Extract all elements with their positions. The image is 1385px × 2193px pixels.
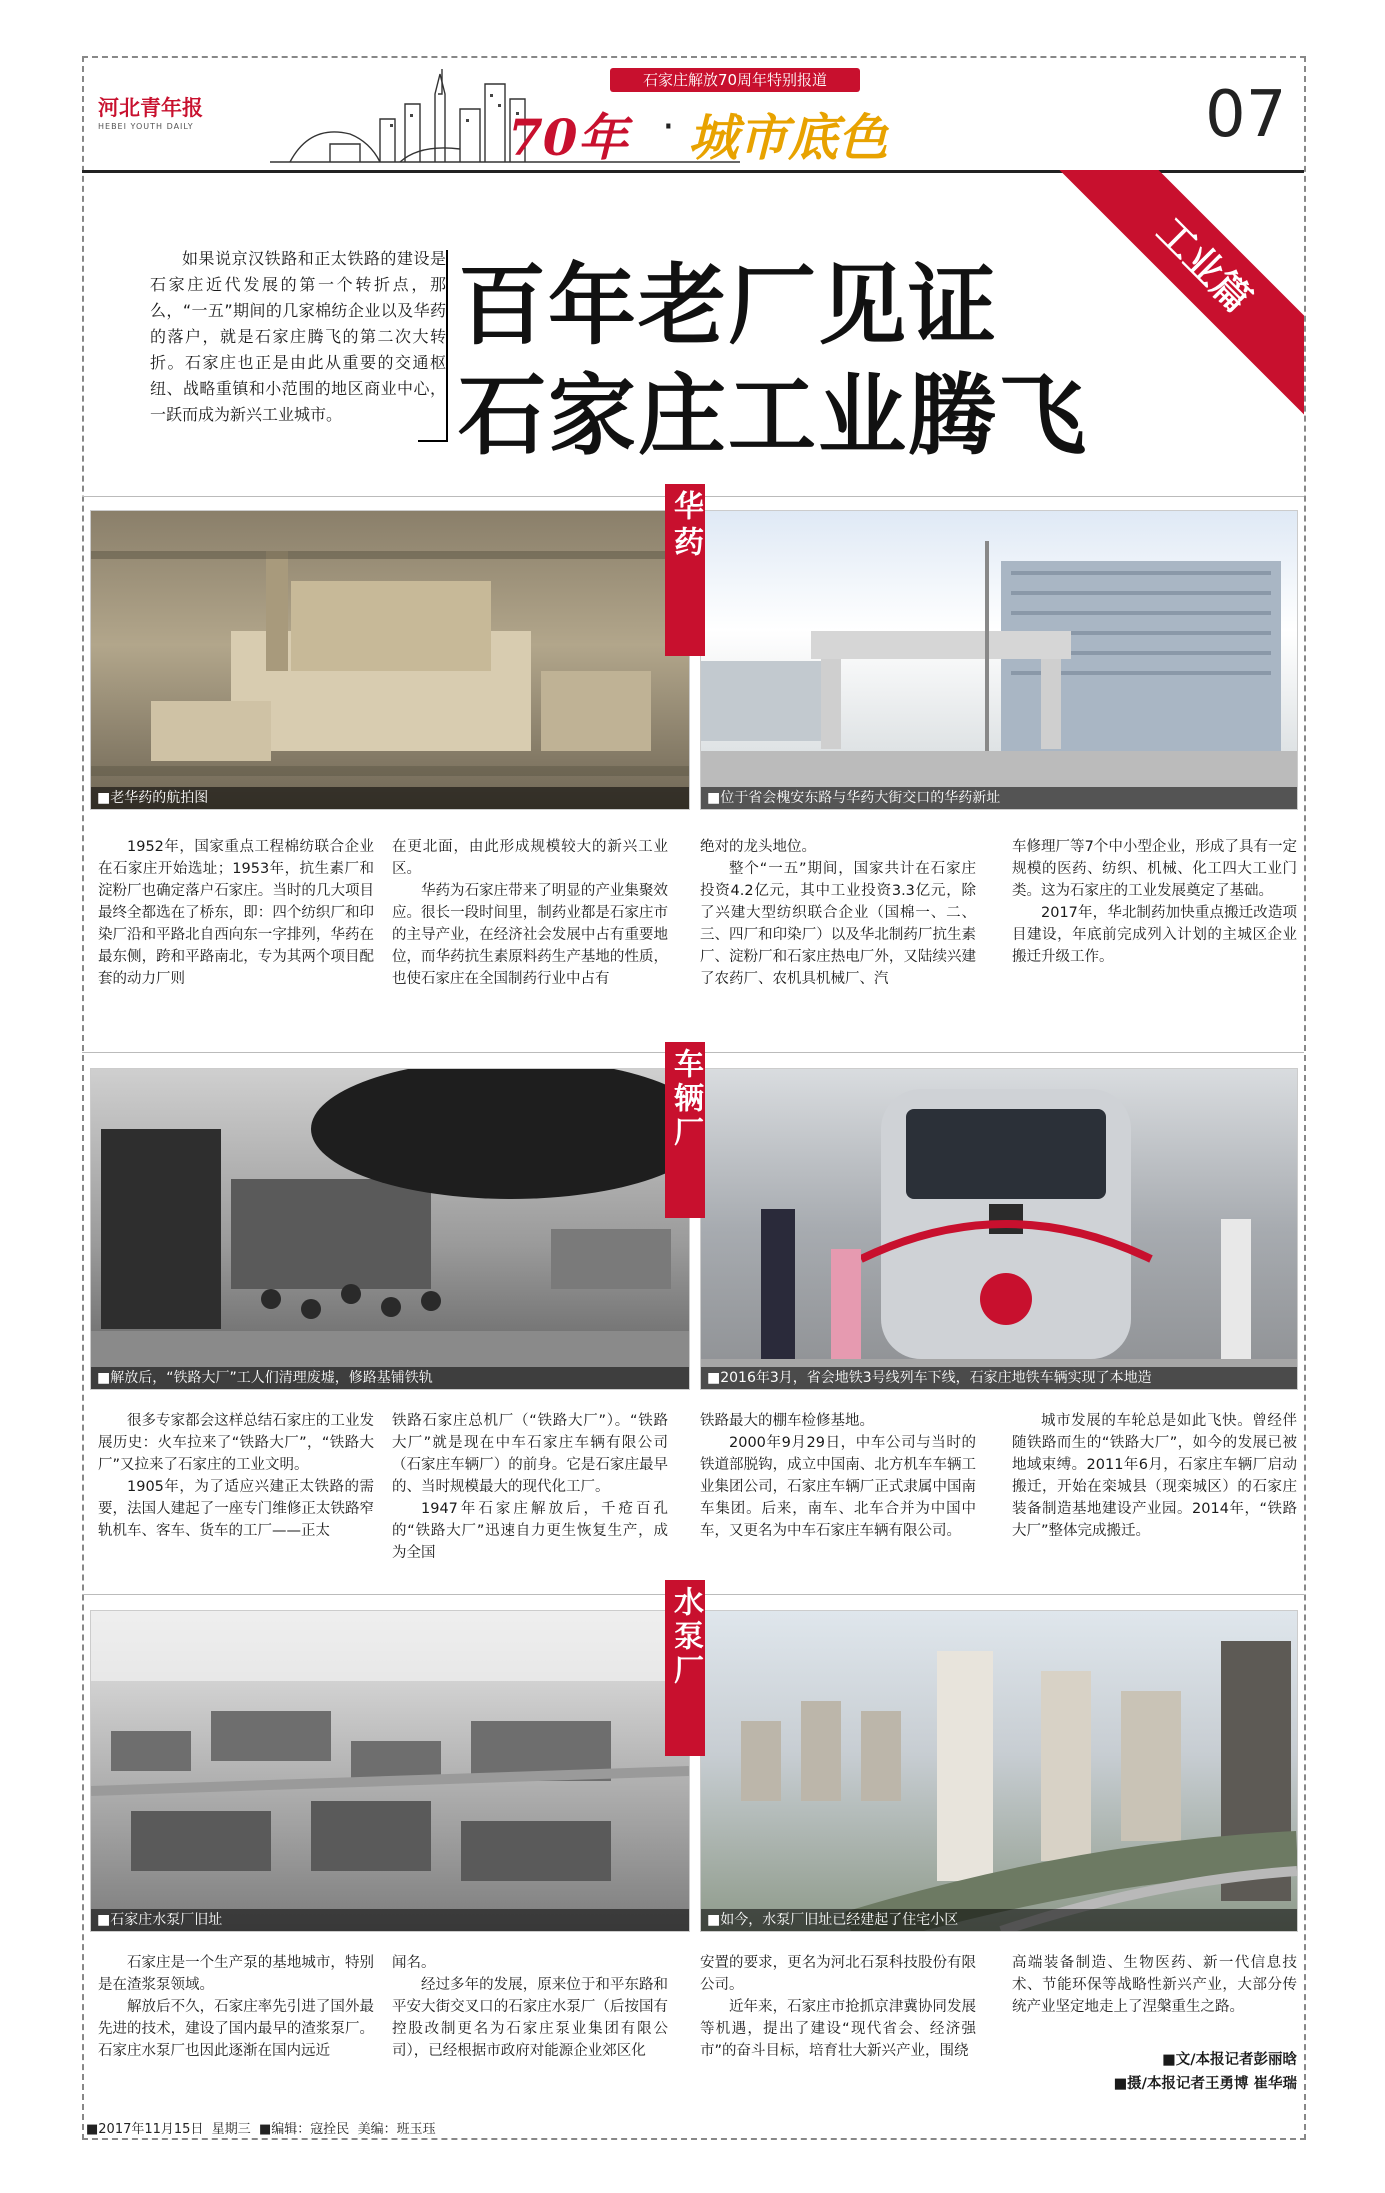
paragraph: 整个“一五”期间，国家共计在石家庄投资4.2亿元，其中工业投资3.3亿元，除了兴建大型纺织联合企业（国棉一、二、三、四厂和印染厂）以及华北制药厂抗生素厂、淀粉厂和石家庄热电厂外，又陆续兴建了农药厂、农机具机械厂、汽 [700,861,976,987]
special-report-kicker: 石家庄解放70周年特别报道 [610,68,860,92]
footer [86,2118,436,2137]
section2-column-3 [700,1410,976,1542]
paragraph: 近年来，石家庄市抢抓京津冀协同发展等机遇，提出了建设“现代省会、经济强市”的奋斗目标，培育壮大新兴产业，围绕 [700,1999,976,2059]
section3-column-2 [392,1952,668,2062]
photo-caption: ■位于省会槐安东路与华药大街交口的华药新址 [701,787,1297,809]
paragraph: 华药为石家庄带来了明显的产业集聚效应。很长一段时间里，制药业都是石家庄市的主导产业，在经济社会发展中占有重要地位，而华药抗生素原料药生产基地的性质，也使石家庄在全国制药行业中占有 [392,883,668,987]
series-title-year: 70年 [508,108,628,167]
byline-photographer: ■摄/本报记者王勇博 崔华瑞 [1113,2076,1297,2092]
paragraph: 铁路石家庄总机厂（“铁路大厂”）。“铁路大厂”就是现在中车石家庄车辆有限公司（石家庄车辆厂）的前身。它是石家庄最早的、当时规模最大的现代化工厂。 [392,1413,668,1495]
residential-area-photo [700,1610,1298,1932]
paragraph: 车修理厂等7个中小型企业，形成了具有一定规模的医药、纺织、机械、化工四大工业门类。这为石家庄的工业发展奠定了基础。 [1012,839,1297,899]
logo-subtext: HEBEI YOUTH DAILY [98,122,194,131]
paragraph: 很多专家都会这样总结石家庄的工业发展历史：火车拉来了“铁路大厂”，“铁路大厂”又拉来了石家庄的工业文明。 [98,1413,374,1473]
paragraph: 高端装备制造、生物医药、新一代信息技术、节能环保等战略性新兴产业，大部分传统产业坚定地走上了涅槃重生之路。 [1012,1955,1297,2015]
section3-column-4 [1012,1952,1297,2018]
section1-column-1 [98,836,374,990]
paragraph: 城市发展的车轮总是如此飞快。曾经伴随铁路而生的“铁路大厂”，如今的发展已被地域束缚。2011年6月，石家庄车辆厂启动搬迁，开始在栾城县（现栾城区）的石家庄装备制造基地建设产业园。2014年，“铁路大厂”整体完成搬迁。 [1012,1413,1297,1539]
old-pump-factory-photo [90,1610,690,1932]
paragraph: 解放后不久，石家庄率先引进了国外最先进的技术，建设了国内最早的渣浆泵厂。石家庄水泵厂也因此逐渐在国内远近 [98,1999,374,2059]
section-tag-label: 华药 [668,490,703,562]
intro-bracket-foot [418,440,448,442]
new-huayao-gate-photo [700,510,1298,810]
logo-text: 河北青年报 [98,95,203,120]
headline-line-2: 石家庄工业腾飞 [458,364,1089,467]
footer-editor: ■编辑：寇拴民 [259,2122,350,2137]
section-tag-label: 水泵厂 [668,1586,703,1688]
photo-caption: ■2016年3月，省会地铁3号线列车下线，石家庄地铁车辆实现了本地造 [701,1367,1297,1389]
paragraph: 在更北面，由此形成规模较大的新兴工业区。 [392,839,668,877]
paragraph: 2000年9月29日，中车公司与当时的铁道部脱钩，成立中国南、北方机车车辆工业集团公司，石家庄车辆厂正式隶属中国南车集团。后来，南车、北车合并为中国中车，又更名为中车石家庄车辆有限公司。 [700,1435,976,1539]
section-tag-pump-factory [665,1580,705,1756]
byline-writer: ■文/本报记者彭丽晗 [1162,2052,1297,2068]
paragraph: 铁路最大的棚车检修基地。 [700,1413,874,1429]
series-title-dot: · [662,104,675,150]
section2-column-2 [392,1410,668,1564]
footer-designer: 美编：班玉珏 [357,2122,436,2137]
photo-caption: ■石家庄水泵厂旧址 [91,1909,689,1931]
metro-photo-graphic [701,1069,1297,1389]
section2-column-1 [98,1410,374,1542]
residential-photo-graphic [701,1611,1297,1931]
paragraph: 2017年，华北制药加快重点搬迁改造项目建设，年底前完成列入计划的主城区企业搬迁升级工作。 [1012,905,1297,965]
gate-photo-graphic [701,511,1297,809]
photo-caption: ■解放后，“铁路大厂”工人们清理废墟，修路基铺铁轨 [91,1367,689,1389]
photo-caption: ■如今，水泵厂旧址已经建起了住宅小区 [701,1909,1297,1931]
paragraph: 石家庄是一个生产泵的基地城市，特别是在渣浆泵领域。 [98,1955,374,1993]
page-number: 07 [1205,78,1287,152]
newspaper-logo [98,92,216,136]
paragraph: 安置的要求，更名为河北石泵科技股份有限公司。 [700,1955,976,1993]
railway-workers-photo [90,1068,690,1390]
section1-column-3 [700,836,976,990]
section2-column-4 [1012,1410,1297,1542]
metro-train-photo [700,1068,1298,1390]
section1-column-2 [392,836,668,990]
paragraph: 闻名。 [392,1955,436,1971]
footer-weekday: 星期三 [211,2122,251,2137]
paragraph: 1952年，国家重点工程棉纺联合企业在石家庄开始选址；1953年，抗生素厂和淀粉厂也确定落户石家庄。当时的几大项目最终全都选在了桥东，即：四个纺织厂和印染厂沿和平路北自西向东一字排列，华药在最东侧，跨和平路南北，专为其两个项目配套的动力厂则 [98,839,374,987]
aerial-photo-graphic [91,511,689,809]
old-huayao-aerial-photo [90,510,690,810]
pump-factory-photo-graphic [91,1611,689,1931]
headline-line-1: 百年老厂见证 [458,254,999,357]
intro-paragraph: 如果说京汉铁路和正太铁路的建设是石家庄近代发展的第一个转折点，那么，“一五”期间的几家棉纺企业以及华药的落户，就是石家庄腾飞的第二次大转折。石家庄也正是由此从重要的交通枢纽、战略重镇和小范围的地区商业中心，一跃而成为新兴工业城市。 [150,249,446,424]
photo-caption: ■老华药的航拍图 [91,787,689,809]
section-tag-huayao [665,484,705,656]
section3-column-3 [700,1952,976,2062]
railway-photo-graphic [91,1069,689,1389]
paragraph: 经过多年的发展，原来位于和平东路和平安大街交叉口的石家庄水泵厂（后按国有控股改制更名为石家庄泵业集团有限公司），已经根据市政府对能源企业郊区化 [392,1977,668,2059]
paragraph: 绝对的龙头地位。 [700,839,816,855]
section-tag-vehicle-factory [665,1042,705,1218]
footer-date: ■2017年11月15日 [86,2122,204,2137]
section-tag-label: 车辆厂 [668,1048,703,1150]
intro-bracket [446,250,448,442]
paragraph: 1947年石家庄解放后，千疮百孔的“铁路大厂”迅速自力更生恢复生产，成为全国 [392,1501,668,1561]
section3-column-1 [98,1952,374,2062]
paragraph: 1905年，为了适应兴建正太铁路的需要，法国人建起了一座专门维修正太铁路窄轨机车、客车、货车的工厂——正太 [98,1479,374,1539]
series-title-theme: 城市底色 [688,108,888,167]
ribbon-label: 工业篇 [1045,170,1304,424]
section1-column-4 [1012,836,1297,968]
